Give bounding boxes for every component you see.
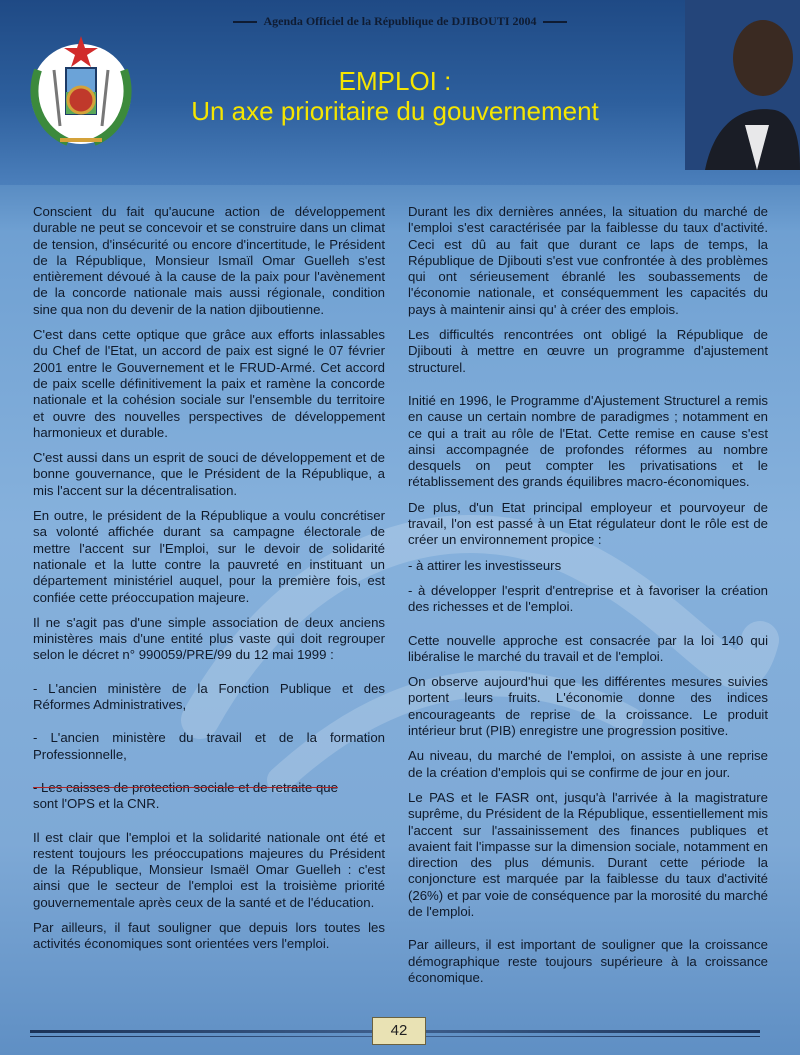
paragraph: En outre, le président de la République a voulu concrétiser sa volonté affichée durant sa campagne électorale de mettre l'accent sur l'Emploi, sur le devoir de solidarité nationale et la lutte contre la pauvreté en instituant un département ministériel auquel, pour la première fois, est confiée cette préoccupation majeure. <box>33 508 385 605</box>
list-item-continuation: sont l'OPS et la CNR. <box>33 796 160 812</box>
paragraph: Initié en 1996, le Programme d'Ajustement Structurel a remis en cause un certain nombre de paradigmes ; notamment en ce qui a trait au rôle de l'Etat. Cette remise en cause s'est ainsi accompagnée de profondes réformes au nombre desquels on peut compter les privatisations et le rétablissement des grands équilibres macro-économiques. <box>408 392 768 490</box>
paragraph: Conscient du fait qu'aucune action de développement durable ne peut se concevoir et se construire dans un climat de tension, d'insécurité ou encore d'incertitude, le Président de la République, Monsieur Ismaïl Omar Guelleh s'est entièrement dévoué à la cause de la paix pour l'avènement de la concorde nationale mais aussi régionale, condition sine qua non du devenir de la nation djiboutienne. <box>33 204 385 317</box>
paragraph: Il est clair que l'emploi et la solidarité nationale ont été et restent toujours les préoccupations majeures du Président de la République, Monsieur Ismaël Omar Guelleh : c'est ainsi que le secteur de l'emploi est la troisième priorité gouvernementale après ceux de la santé et de l'éducation. <box>33 829 385 910</box>
paragraph: Au niveau, du marché de l'emploi, on assiste à une reprise de la création d'emplois qui se confirme de jour en jour. <box>408 748 768 780</box>
page-number: 42 <box>372 1017 426 1045</box>
paragraph: Il ne s'agit pas d'une simple association de deux anciens ministères mais d'une entité plus vaste qui doit regrouper selon le décret n° 990059/PRE/99 du 12 mai 1999 : <box>33 614 385 663</box>
paragraph: Les difficultés rencontrées ont obligé la République de Djibouti à mettre en œuvre un programme d'ajustement structurel. <box>408 327 768 375</box>
left-column <box>33 204 385 962</box>
list-item: - à développer l'esprit d'entreprise et à favoriser la création des richesses et de l'emploi. <box>408 582 768 615</box>
paragraph: De plus, d'un Etat principal employeur et pourvoyeur de travail, l'on est passé à un Etat régulateur dont le rôle est de créer un environnement propice : <box>408 499 768 548</box>
right-column <box>408 204 768 995</box>
paragraph: Par ailleurs, il faut souligner que depuis lors toutes les activités économiques sont orientées vers l'emploi. <box>33 919 385 952</box>
page-title <box>130 66 660 126</box>
list-item: - à attirer les investisseurs <box>408 557 562 573</box>
djibouti-emblem-icon <box>20 30 142 150</box>
list-item: - L'ancien ministère du travail et de la formation Professionnelle, <box>33 730 385 762</box>
page-title-line1: EMPLOI : <box>338 66 452 96</box>
paragraph: Durant les dix dernières années, la situation du marché de l'emploi s'est caractérisée par la faiblesse du taux d'activité. Ceci est dû au fait que durant ce laps de temps, la République de Djibouti s'est vue confrontée à des problèmes qui ont sérieusement ébranlé les soubassements de l'économie nationale, et conséquemment les capacités du pays à maintenir ainsi qu' à créer des emplois. <box>408 204 768 317</box>
paragraph: Le PAS et le FASR ont, jusqu'à l'arrivée à la magistrature suprême, du Président de la République, essentiellement mis l'accent sur l'assainissement des finances publiques et avaient fait l'impasse sur la dimension sociale, notamment en direction des plus démunis. Durant cette période la conjoncture est marquée par la faiblesse du taux d'activité (26%) et par voie de conséquence par la morosité du marché de l'emploi. <box>408 789 768 919</box>
paragraph: On observe aujourd'hui que les différentes mesures suivies portent leurs fruits. L'économie donne des indices encourageants de reprise de la croissance. Le produit intérieur brut (PIB) enregistre une progression positive. <box>408 674 768 739</box>
paragraph: Cette nouvelle approche est consacrée par la loi 140 qui libéralise le marché du travail et de l'emploi. <box>408 632 768 664</box>
paragraph: C'est dans cette optique que grâce aux efforts inlassables du Chef de l'Etat, un accord de paix est signé le 07 février 2001 entre le Gouvernement et le FRUD-Armé. Cet accord de paix scelle définitivement la paix et ramène la concorde nationale et la cohésion sociale sur l'ensemble du territoire et ouvre des nouvelles perspectives de développement harmonieux et durable. <box>33 327 385 440</box>
paragraph: C'est aussi dans un esprit de souci de développement et de bonne gouvernance, que le Président de la République, a mis l'accent sur la décentralisation. <box>33 450 385 498</box>
header-top-line: Agenda Officiel de la République de DJIBOUTI 2004 <box>215 14 585 29</box>
president-portrait-icon <box>685 0 800 170</box>
list-item-struck <box>33 780 385 796</box>
list-item: - L'ancien ministère de la Fonction Publique et des Réformes Administratives, <box>33 680 385 713</box>
page-title-line2: Un axe prioritaire du gouvernement <box>191 96 599 126</box>
struck-text: - Les caisses de protection sociale et de retraite que <box>33 779 338 795</box>
paragraph: Par ailleurs, il est important de souligner que la croissance démographique reste toujours supérieure à la croissance économique. <box>408 937 768 985</box>
